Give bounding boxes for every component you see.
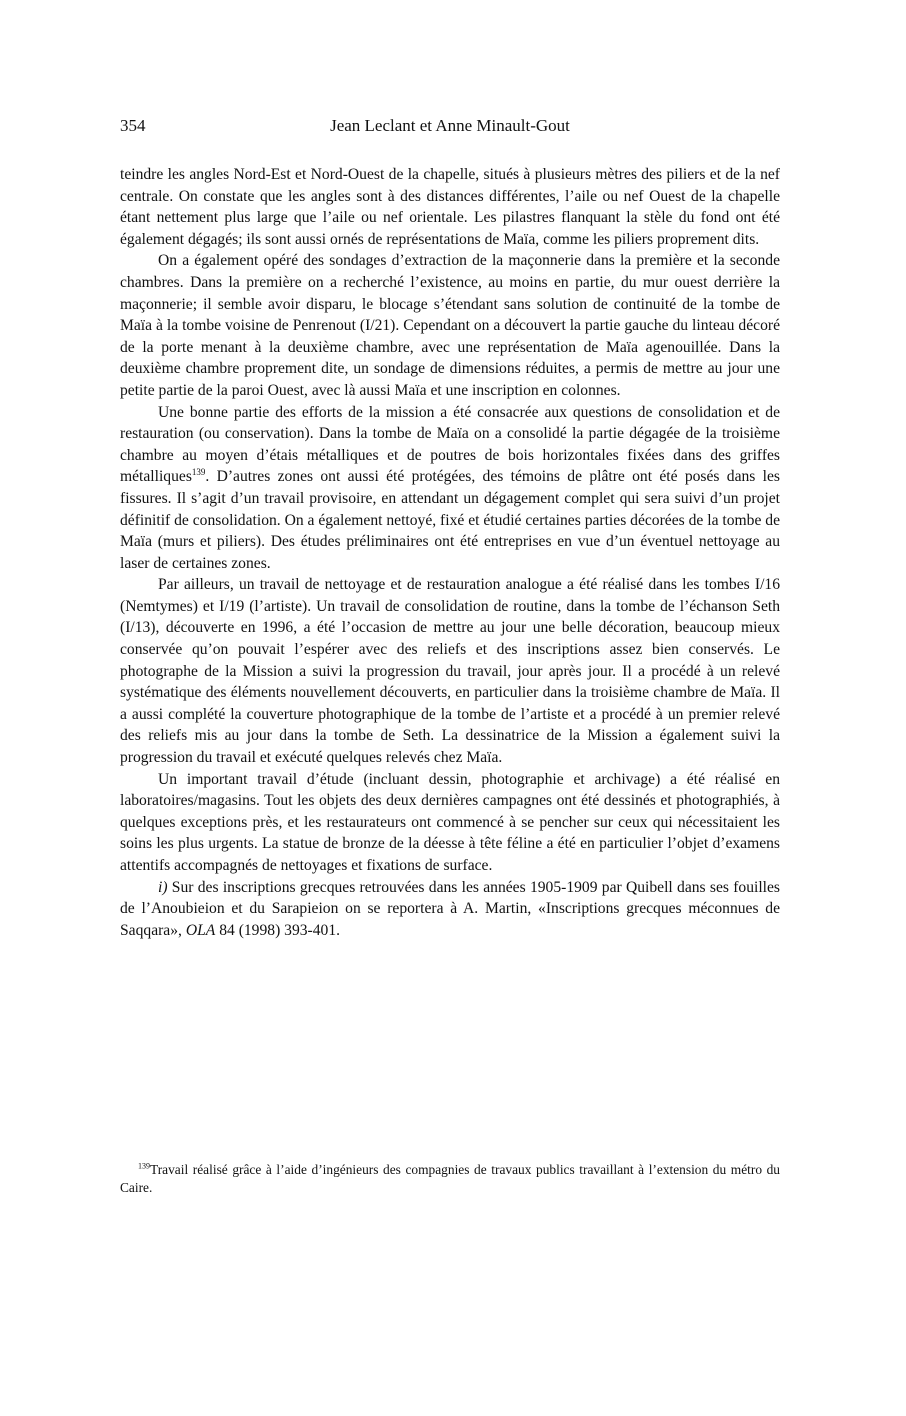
paragraph-3-text-a: Une bonne partie des efforts de la mission a été consacrée aux questions de consolidation et de restauration (ou conservation). Dans la tombe de Maïa on a consolidé la partie dégagée de la troisième chambre au moyen d’étais métalliques et de poutres de bois horizontales fixées dans des griffes métalliques: [120, 403, 780, 486]
running-head: [120, 112, 780, 140]
running-title: Jean Leclant et Anne Minault-Gout: [330, 116, 570, 135]
paragraph-6-text-b: 84 (1998) 393-401.: [215, 921, 341, 939]
paragraph-3-text-b: . D’autres zones ont aussi été protégées, des témoins de plâtre ont été posés dans les fissures. Il s’agit d’un travail provisoire, en attendant un dégagement complet qui sera suivi d’un projet définitif de consolidation. On a également nettoyé, fixé et étudié certaines parties décorées de la tombe de Maïa (murs et piliers). Des études préliminaires ont été entreprises en vue d’un éventuel nettoyage au laser de certaines zones.: [120, 468, 780, 572]
page: [120, 112, 780, 941]
footnote-139: [120, 1161, 780, 1197]
body-text: [120, 164, 780, 941]
paragraph-1: teindre les angles Nord-Est et Nord-Ouest de la chapelle, situés à plusieurs mètres des piliers et de la nef centrale. On constate que les angles sont à des distances différentes, l’aile ou nef Ouest de la chapelle étant nettement plus large que l’aile ou nef orientale. Les pilastres flanquant la stèle du fond ont été également dégagés; ils sont aussi ornés de représentations de Maïa, comme les piliers proprement dits.: [120, 166, 780, 248]
paragraph-5: Un important travail d’étude (incluant dessin, photographie et archivage) a été réalisé en laboratoires/magasins. Tout les objets des deux dernières campagnes ont été dessinés et photographiés, à quelques exceptions près, et les restaurateurs ont commencé à se pencher sur ceux qui nécessitaient les soins les plus urgents. La statue de bronze de la déesse à tête féline a été en particulier l’objet d’examens attentifs accompagnés de nettoyages et fixations de surface.: [120, 770, 780, 874]
paragraph-4: Par ailleurs, un travail de nettoyage et de restauration analogue a été réalisé dans les tombes I/16 (Nemtymes) et I/19 (l’artiste). Un travail de consolidation de routine, dans la tombe de l’échanson Seth (I/13), découverte en 1996, a été l’occasion de mettre au jour une belle décoration, beaucoup mieux conservée qu’on pouvait l’espérer avec des reliefs et des inscriptions assez bien conservés. Le photographe de la Mission a suivi la progression du travail, jour après jour. Il a procédé à un relevé systématique des éléments nouvellement découverts, en particulier dans la troisième chambre de Maïa. Il a aussi complété la couverture photographique de la tombe de l’artiste et a procédé à un premier relevé des reliefs mis au jour dans la tombe de Seth. La dessinatrice de la Mission a également suivi la progression du travail et exécuté quelques relevés chez Maïa.: [120, 576, 780, 767]
footnote-text: Travail réalisé grâce à l’aide d’ingénieurs des compagnies de travaux publics travaillant à l’extension du métro du Caire.: [120, 1162, 780, 1195]
journal-title: OLA: [185, 921, 216, 939]
footnotes: [120, 1161, 780, 1197]
page-number: 354: [120, 116, 146, 135]
paragraph-3: [120, 402, 780, 575]
paragraph-6: [120, 877, 780, 942]
section-marker: i): [158, 878, 168, 896]
paragraph-6-text-a: Sur des inscriptions grecques retrouvées dans les années 1905-1909 par Quibell dans ses fouilles de l’Anoubieion et du Sarapieion on se reportera à A. Martin, «Inscriptions grecques méconnues de Saqqara»,: [120, 878, 780, 939]
paragraph-2: On a également opéré des sondages d’extraction de la maçonnerie dans la première et la seconde chambres. Dans la première on a recherché l’existence, au moins en partie, du mur ouest derrière la maçonnerie; il semble avoir disparu, le blocage s’étendant sans solution de continuité de la tombe de Maïa à la tombe voisine de Penrenout (I/21). Cependant on a découvert la partie gauche du linteau décoré de la porte menant à la deuxième chambre, avec une représentation de Maïa agenouillée. Dans la deuxième chambre proprement dite, un sondage de dimensions réduites, a permis de mettre au jour une petite partie de la paroi Ouest, avec là aussi Maïa et une inscription en colonnes.: [120, 252, 780, 399]
footnote-reference-139: 139: [191, 467, 206, 478]
footnote-number: 139: [138, 1161, 150, 1171]
